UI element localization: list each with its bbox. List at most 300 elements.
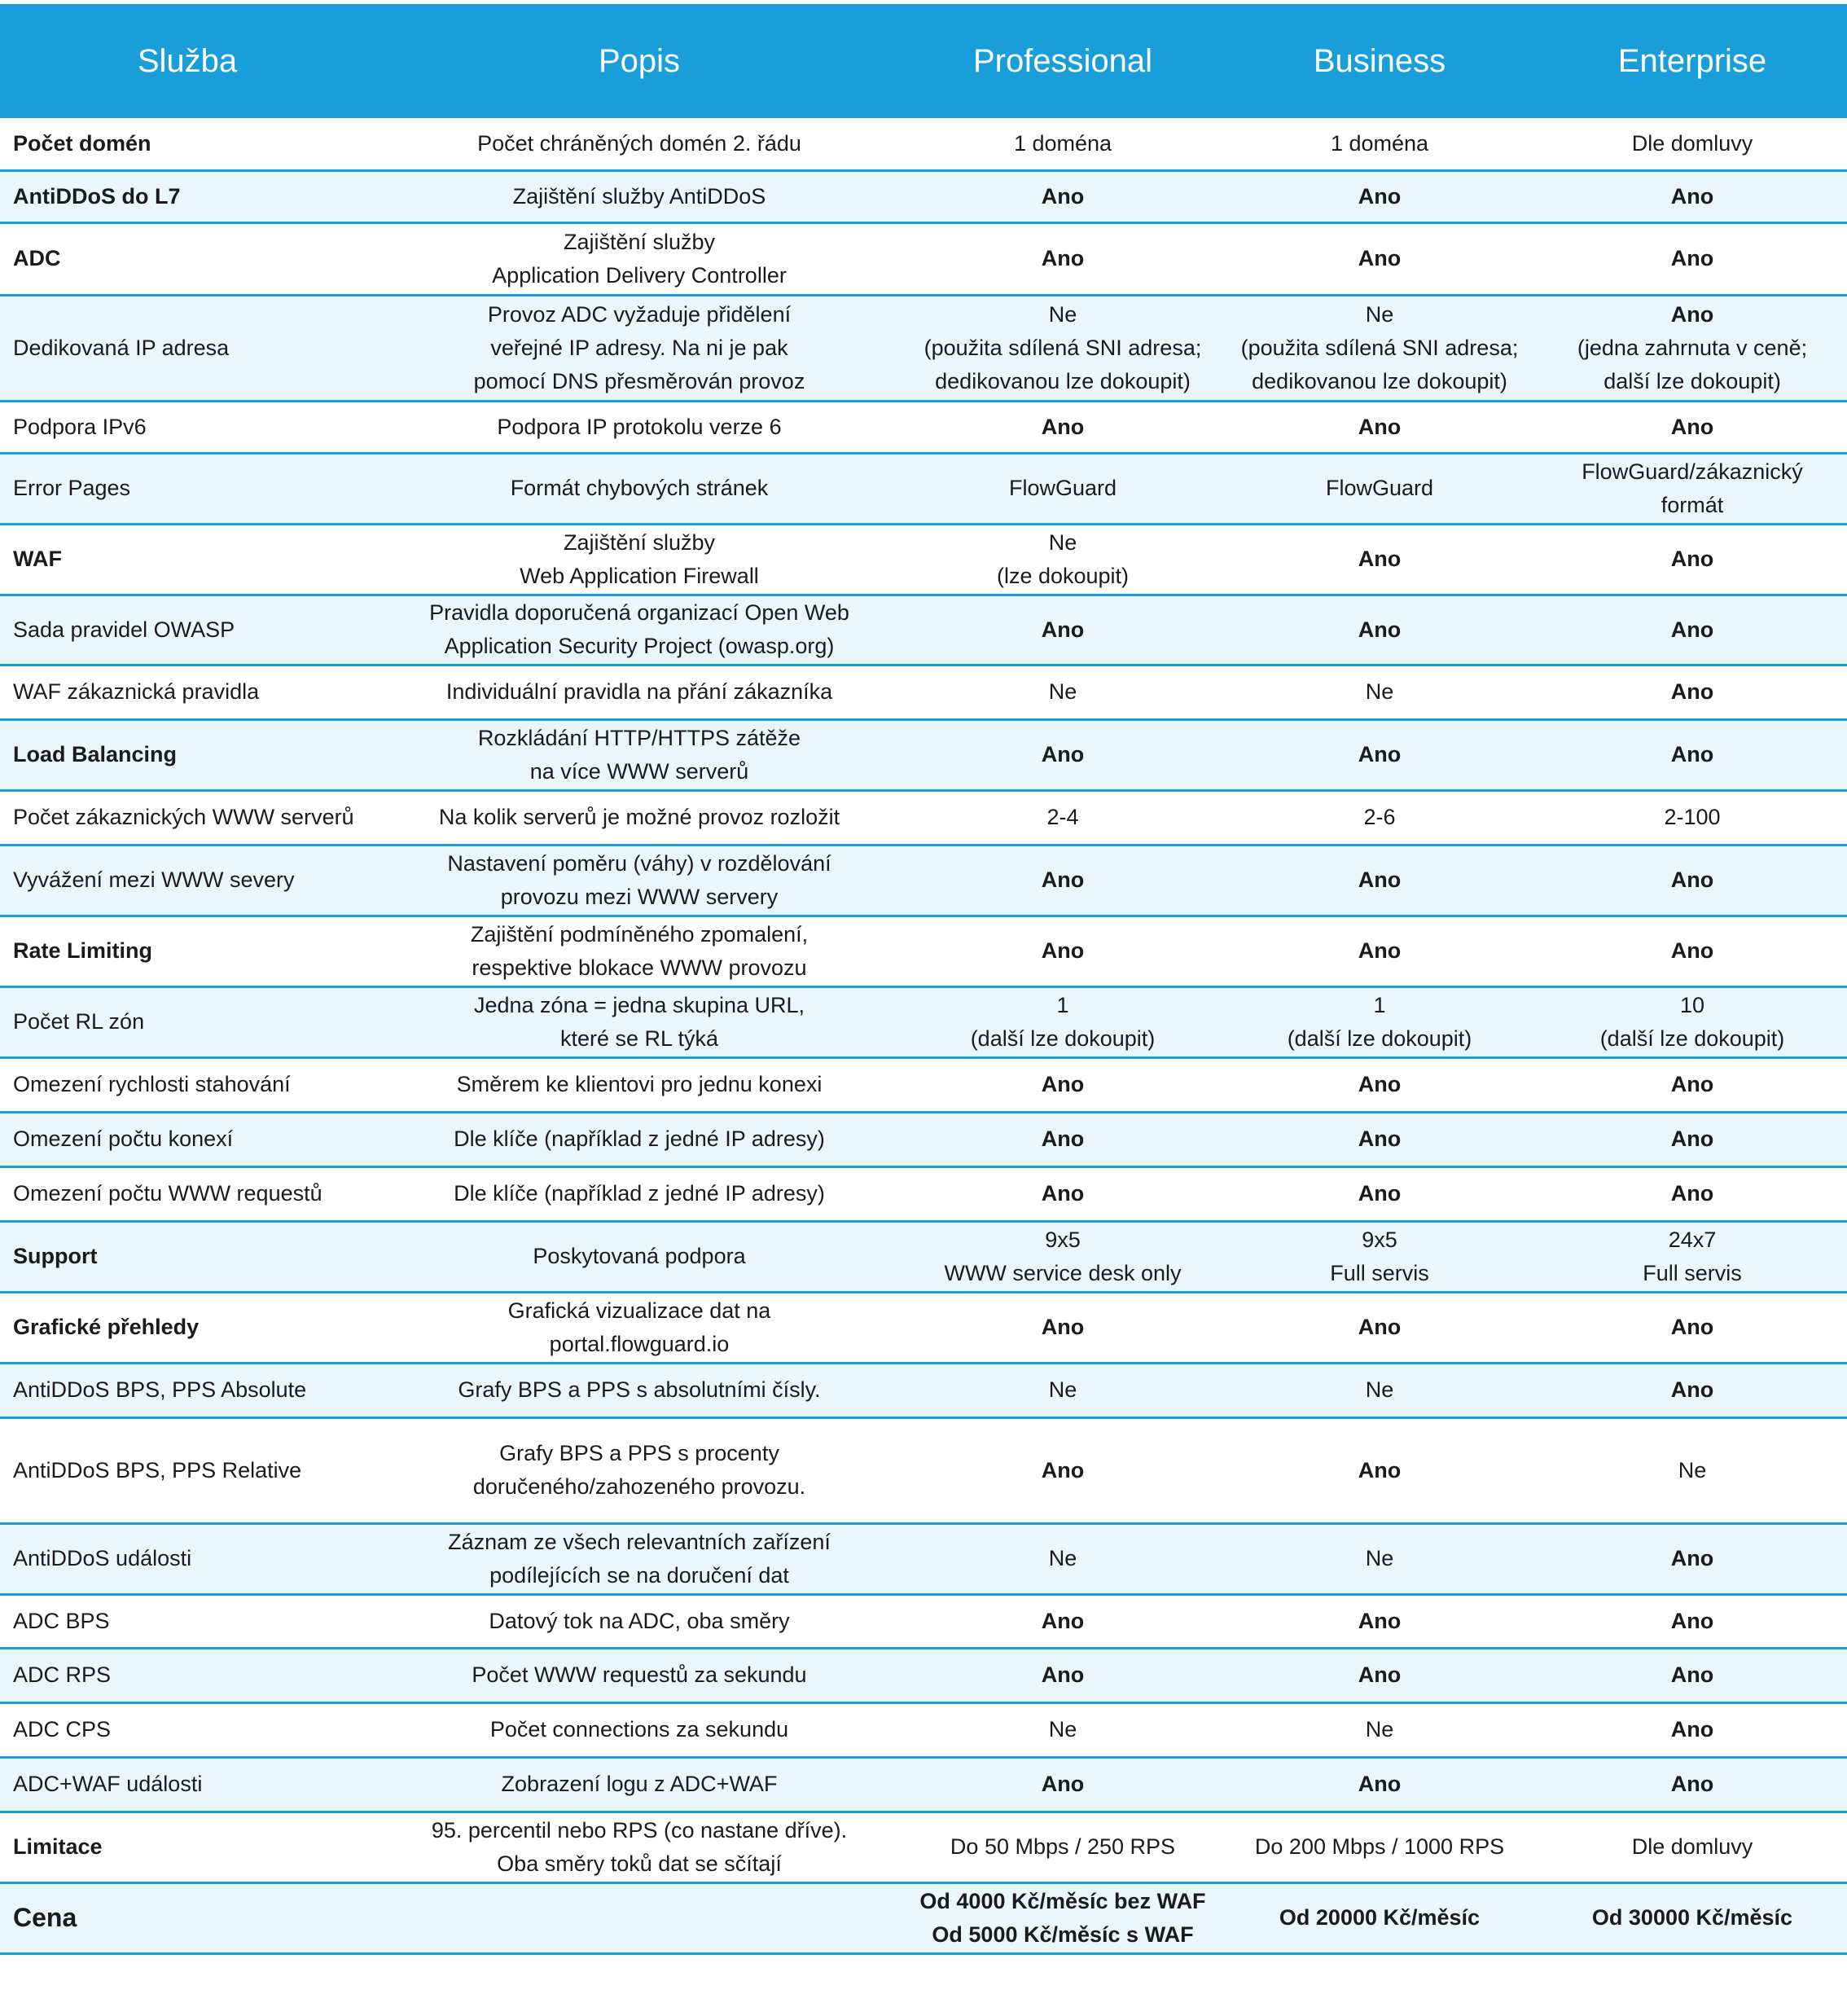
cell-line: Nastavení poměru (váhy) v rozdělování [447, 850, 831, 876]
enterprise-cell [1538, 1702, 1847, 1757]
cell-line: Ano [1358, 742, 1402, 766]
cell-line: AntiDDoS BPS, PPS Relative [13, 1457, 302, 1482]
description-cell [375, 1812, 904, 1882]
table-row [0, 1594, 1847, 1648]
cell-line: Dedikovaná IP adresa [13, 335, 230, 360]
service-cell [0, 595, 375, 665]
cell-line: AntiDDoS události [13, 1546, 192, 1570]
description-cell [375, 118, 904, 170]
enterprise-cell [1538, 1812, 1847, 1882]
service-cell [0, 1594, 375, 1648]
cell-line: portal.flowguard.io [549, 1331, 730, 1356]
business-cell [1222, 986, 1538, 1057]
cell-line: Ano [1670, 867, 1714, 892]
cell-line: ADC RPS [13, 1662, 112, 1687]
table-row [0, 1757, 1847, 1812]
cell-line: Grafická vizualizace dat na [507, 1298, 771, 1323]
description-cell [375, 1292, 904, 1363]
cell-line: Jedna zóna = jedna skupina URL, [473, 992, 805, 1017]
cell-line: Ano [1041, 1662, 1085, 1687]
header-professional: Professional [904, 5, 1222, 119]
enterprise-cell [1538, 595, 1847, 665]
cell-line: Ne [1048, 301, 1077, 327]
description-cell [375, 453, 904, 524]
cell-line: Limitace [13, 1834, 103, 1859]
cell-line: Ano [1041, 1315, 1085, 1339]
business-cell [1222, 1292, 1538, 1363]
cell-line: Ano [1670, 1662, 1714, 1687]
business-cell [1222, 1523, 1538, 1594]
enterprise-cell [1538, 1882, 1847, 1953]
service-cell [0, 1882, 375, 1953]
cell-line: Ano [1670, 547, 1714, 571]
cell-line: (další lze dokoupit) [1287, 1026, 1472, 1051]
business-cell [1222, 1221, 1538, 1292]
cell-line: Počet chráněných domén 2. řádu [477, 130, 801, 156]
cell-line: ADC+WAF události [13, 1772, 203, 1796]
cell-line: Load Balancing [13, 742, 178, 766]
description-cell [375, 1594, 904, 1648]
description-cell [375, 1363, 904, 1417]
description-cell [375, 222, 904, 295]
cell-line: 1 [1373, 992, 1386, 1017]
cell-line: WAF [13, 547, 62, 571]
cell-line: Ano [1670, 1127, 1714, 1151]
cell-line: Ano [1670, 1072, 1714, 1096]
service-cell [0, 1648, 375, 1702]
business-cell [1222, 453, 1538, 524]
table-row [0, 595, 1847, 665]
enterprise-cell [1538, 790, 1847, 845]
enterprise-cell [1538, 1417, 1847, 1523]
service-cell [0, 1702, 375, 1757]
cell-line: Ano [1041, 1072, 1085, 1096]
cell-line: Ano [1670, 1377, 1714, 1402]
service-cell [0, 719, 375, 790]
table-row [0, 790, 1847, 845]
description-cell [375, 1882, 904, 1953]
cell-line: Od 5000 Kč/měsíc s WAF [932, 1922, 1194, 1947]
cell-line: (další lze dokoupit) [1599, 1026, 1785, 1051]
business-cell [1222, 1363, 1538, 1417]
enterprise-cell [1538, 665, 1847, 719]
cell-line: Application Delivery Controller [492, 262, 787, 288]
description-cell [375, 524, 904, 595]
header-service: Služba [0, 5, 375, 119]
cell-line: Rozkládání HTTP/HTTPS zátěže [477, 725, 801, 750]
enterprise-cell [1538, 401, 1847, 453]
service-cell [0, 845, 375, 916]
cell-line: Ano [1041, 1457, 1085, 1482]
table-row [0, 1112, 1847, 1166]
cell-line: Ano [1041, 183, 1085, 209]
cell-line: Error Pages [13, 476, 131, 500]
cell-line: Počet zákaznických WWW serverů [13, 805, 354, 829]
cell-line: 2-6 [1363, 805, 1396, 829]
cell-line: Počet connections za sekundu [489, 1717, 789, 1741]
enterprise-cell [1538, 295, 1847, 401]
header-business: Business [1222, 5, 1538, 119]
professional-cell [904, 1221, 1222, 1292]
cell-line: Application Security Project (owasp.org) [444, 634, 835, 658]
business-cell [1222, 1812, 1538, 1882]
cell-line: Na kolik serverů je možné provoz rozložit [438, 805, 840, 829]
cell-line: Full servis [1330, 1260, 1429, 1285]
service-cell [0, 1057, 375, 1112]
description-cell [375, 1417, 904, 1523]
professional-cell [904, 1292, 1222, 1363]
cell-line: Ano [1670, 1717, 1714, 1741]
enterprise-cell [1538, 1648, 1847, 1702]
professional-cell [904, 1757, 1222, 1812]
enterprise-cell [1538, 118, 1847, 170]
cell-line: Omezení počtu WWW requestů [13, 1181, 322, 1206]
cell-line: (další lze dokoupit) [970, 1026, 1156, 1051]
table-header [0, 5, 1847, 119]
header-row [0, 5, 1847, 119]
professional-cell [904, 1812, 1222, 1882]
cell-line: Počet WWW requestů za sekundu [472, 1662, 807, 1687]
service-cell [0, 524, 375, 595]
description-cell [375, 916, 904, 986]
cell-line: Ano [1041, 1608, 1085, 1633]
table-row [0, 222, 1847, 295]
cell-line: Ano [1358, 867, 1402, 892]
cell-line: (jedna zahrnuta v ceně; [1577, 335, 1808, 360]
cell-line: Ano [1670, 1608, 1714, 1633]
enterprise-cell [1538, 845, 1847, 916]
cell-line: Podpora IPv6 [13, 414, 147, 439]
cell-line: Support [13, 1244, 98, 1268]
cell-line: Ano [1358, 246, 1402, 270]
professional-cell [904, 719, 1222, 790]
table-row [0, 719, 1847, 790]
service-cell [0, 1166, 375, 1221]
service-cell [0, 170, 375, 222]
service-cell [0, 401, 375, 453]
cell-line: Ano [1358, 183, 1402, 209]
cell-line: AntiDDoS do L7 [13, 183, 181, 209]
business-cell [1222, 295, 1538, 401]
cell-line: Ano [1358, 1608, 1402, 1633]
cell-line: ADC CPS [13, 1717, 112, 1741]
cell-line: Grafy BPS a PPS s absolutními čísly. [458, 1377, 821, 1402]
professional-cell [904, 222, 1222, 295]
cell-line: Ano [1358, 414, 1402, 439]
cell-line: Cena [13, 1903, 77, 1932]
enterprise-cell [1538, 1057, 1847, 1112]
business-cell [1222, 1648, 1538, 1702]
cell-line: Ano [1041, 1181, 1085, 1206]
professional-cell [904, 453, 1222, 524]
cell-line: Ano [1358, 938, 1402, 963]
cell-line: WWW service desk only [944, 1260, 1182, 1285]
cell-line: Ne [1365, 301, 1394, 327]
cell-line: Ne [1365, 1377, 1394, 1402]
cell-line: 1 doména [1013, 130, 1112, 156]
business-cell [1222, 118, 1538, 170]
business-cell [1222, 1594, 1538, 1648]
cell-line: Ano [1358, 1457, 1402, 1482]
enterprise-cell [1538, 1757, 1847, 1812]
cell-line: WAF zákaznická pravidla [13, 679, 260, 704]
cell-line: 9x5 [1045, 1227, 1081, 1252]
cell-line: Ano [1670, 1772, 1714, 1796]
table-row [0, 170, 1847, 222]
table-row [0, 1057, 1847, 1112]
business-cell [1222, 524, 1538, 595]
cell-line: 1 [1056, 992, 1069, 1017]
cell-line: Ano [1670, 414, 1714, 439]
header-enterprise: Enterprise [1538, 5, 1847, 119]
professional-cell [904, 524, 1222, 595]
business-cell [1222, 1757, 1538, 1812]
service-cell [0, 790, 375, 845]
cell-line: 2-100 [1664, 805, 1721, 829]
professional-cell [904, 1594, 1222, 1648]
cell-line: ADC BPS [13, 1608, 110, 1633]
cell-line: Ano [1041, 742, 1085, 766]
cell-line: Omezení rychlosti stahování [13, 1072, 291, 1096]
cell-line: Dle klíče (například z jedné IP adresy) [454, 1181, 825, 1206]
cell-line: Ano [1670, 617, 1714, 642]
enterprise-cell [1538, 1292, 1847, 1363]
cell-line: Individuální pravidla na přání zákazníka [445, 679, 833, 704]
business-cell [1222, 170, 1538, 222]
description-cell [375, 719, 904, 790]
professional-cell [904, 1702, 1222, 1757]
description-cell [375, 790, 904, 845]
cell-line: Full servis [1643, 1260, 1742, 1285]
cell-line: provozu mezi WWW servery [500, 884, 779, 909]
service-cell [0, 1757, 375, 1812]
professional-cell [904, 845, 1222, 916]
business-cell [1222, 845, 1538, 916]
enterprise-cell [1538, 1523, 1847, 1594]
description-cell [375, 1523, 904, 1594]
description-cell [375, 295, 904, 401]
cell-line: formát [1661, 492, 1724, 517]
service-cell [0, 118, 375, 170]
table-row [0, 665, 1847, 719]
cell-line: Ano [1041, 938, 1085, 963]
cell-line: Ano [1041, 246, 1085, 270]
business-cell [1222, 1417, 1538, 1523]
cell-line: Pravidla doporučená organizací Open Web [429, 600, 849, 625]
cell-line: Web Application Firewall [520, 563, 759, 588]
cell-line: dedikovanou lze dokoupit) [935, 368, 1191, 393]
professional-cell [904, 665, 1222, 719]
service-cell [0, 1112, 375, 1166]
table-row [0, 1648, 1847, 1702]
enterprise-cell [1538, 453, 1847, 524]
description-cell [375, 1057, 904, 1112]
cell-line: Ano [1041, 414, 1085, 439]
business-cell [1222, 1112, 1538, 1166]
cell-line: Poskytovaná podpora [533, 1244, 746, 1268]
service-cell [0, 916, 375, 986]
service-cell [0, 665, 375, 719]
description-cell [375, 665, 904, 719]
cell-line: Od 30000 Kč/měsíc [1591, 1905, 1793, 1930]
cell-line: podílejících se na doručení dat [489, 1562, 789, 1588]
service-cell [0, 222, 375, 295]
cell-line: Směrem ke klientovi pro jednu konexi [456, 1072, 823, 1096]
professional-cell [904, 1363, 1222, 1417]
cell-line: Ano [1041, 1772, 1085, 1796]
description-cell [375, 401, 904, 453]
table-row [0, 453, 1847, 524]
cell-line: Zajištění služby [563, 229, 716, 254]
service-cell [0, 986, 375, 1057]
table-row [0, 1702, 1847, 1757]
cell-line: Do 50 Mbps / 250 RPS [950, 1834, 1176, 1859]
cell-line: veřejné IP adresy. Na ni je pak [490, 335, 788, 360]
table-row [0, 1166, 1847, 1221]
professional-cell [904, 1882, 1222, 1953]
cell-line: Omezení počtu konexí [13, 1127, 234, 1151]
cell-line: Ano [1670, 1181, 1714, 1206]
professional-cell [904, 1166, 1222, 1221]
table-row [0, 1292, 1847, 1363]
enterprise-cell [1538, 222, 1847, 295]
cell-line: Zajištění podmíněného zpomalení, [470, 921, 809, 947]
cell-line: Ano [1358, 617, 1402, 642]
business-cell [1222, 916, 1538, 986]
description-cell [375, 845, 904, 916]
cell-line: Ano [1670, 1546, 1714, 1570]
table-row [0, 118, 1847, 170]
service-cell [0, 1523, 375, 1594]
cell-line: na více WWW serverů [529, 758, 749, 784]
professional-cell [904, 595, 1222, 665]
cell-line: Ano [1358, 1662, 1402, 1687]
cell-line: Ano [1358, 1072, 1402, 1096]
business-cell [1222, 595, 1538, 665]
cell-line: Ano [1670, 246, 1714, 270]
cell-line: Ne [1365, 679, 1394, 704]
table-row [0, 524, 1847, 595]
table-row [0, 295, 1847, 401]
business-cell [1222, 222, 1538, 295]
cell-line: Zobrazení logu z ADC+WAF [501, 1772, 778, 1796]
cell-line: Oba směry toků dat se sčítají [497, 1851, 782, 1876]
description-cell [375, 1702, 904, 1757]
description-cell [375, 595, 904, 665]
cell-line: 24x7 [1668, 1227, 1717, 1252]
service-cell [0, 295, 375, 401]
description-cell [375, 1221, 904, 1292]
table-row [0, 1363, 1847, 1417]
professional-cell [904, 916, 1222, 986]
cell-line: Ano [1041, 867, 1085, 892]
cell-line: 2-4 [1046, 805, 1079, 829]
table-row [0, 1523, 1847, 1594]
professional-cell [904, 401, 1222, 453]
cell-line: Datový tok na ADC, oba směry [489, 1608, 790, 1633]
cell-line: Zajištění služby [563, 529, 716, 555]
professional-cell [904, 790, 1222, 845]
professional-cell [904, 1417, 1222, 1523]
cell-line: FlowGuard [1325, 476, 1434, 500]
cell-line: Ano [1358, 1127, 1402, 1151]
service-cell [0, 1363, 375, 1417]
enterprise-cell [1538, 1363, 1847, 1417]
cell-line: Ano [1670, 183, 1714, 209]
enterprise-cell [1538, 524, 1847, 595]
cell-line: dedikovanou lze dokoupit) [1252, 368, 1507, 393]
cell-line: (použita sdílená SNI adresa; [924, 335, 1202, 360]
cell-line: Ano [1670, 742, 1714, 766]
table-row [0, 916, 1847, 986]
cell-line: FlowGuard/zákaznický [1582, 459, 1803, 484]
cell-line: Zajištění služby AntiDDoS [512, 183, 766, 209]
cell-line: Ne [1048, 679, 1077, 704]
enterprise-cell [1538, 1594, 1847, 1648]
table-row [0, 1812, 1847, 1882]
cell-line: Ano [1041, 1127, 1085, 1151]
enterprise-cell [1538, 170, 1847, 222]
cell-line: Ne [1048, 1377, 1077, 1402]
cell-line: Formát chybových stránek [510, 476, 769, 500]
description-cell [375, 986, 904, 1057]
cell-line: Rate Limiting [13, 938, 153, 963]
description-cell [375, 1166, 904, 1221]
enterprise-cell [1538, 986, 1847, 1057]
table-row [0, 401, 1847, 453]
cell-line: Ano [1670, 679, 1714, 704]
cell-line: Grafické přehledy [13, 1315, 200, 1339]
table-row [0, 845, 1847, 916]
service-cell [0, 1292, 375, 1363]
cell-line: Ne [1365, 1717, 1394, 1741]
cell-line: doručeného/zahozeného provozu. [472, 1474, 806, 1499]
cell-line: pomocí DNS přesměrován provoz [473, 368, 805, 393]
enterprise-cell [1538, 1112, 1847, 1166]
service-cell [0, 453, 375, 524]
cell-line: Ano [1358, 547, 1402, 571]
enterprise-cell [1538, 1221, 1847, 1292]
professional-cell [904, 170, 1222, 222]
table-row [0, 1417, 1847, 1523]
service-cell [0, 1812, 375, 1882]
cell-line: 1 doména [1330, 130, 1429, 156]
business-cell [1222, 665, 1538, 719]
professional-cell [904, 295, 1222, 401]
description-cell [375, 170, 904, 222]
table-body [0, 118, 1847, 1953]
pricing-table [0, 4, 1847, 1955]
cell-line: Grafy BPS a PPS s procenty [499, 1441, 779, 1465]
professional-cell [904, 118, 1222, 170]
cell-line: Dle domluvy [1631, 1834, 1753, 1859]
enterprise-cell [1538, 1166, 1847, 1221]
cell-line: Ne [1048, 529, 1077, 555]
cell-line: Ne [1678, 1457, 1707, 1482]
cell-line: Ano [1670, 1315, 1714, 1339]
cell-line: další lze dokoupit) [1604, 368, 1781, 393]
cell-line: Od 4000 Kč/měsíc bez WAF [919, 1888, 1206, 1913]
cell-line: Do 200 Mbps / 1000 RPS [1254, 1834, 1505, 1859]
cell-line: Ne [1048, 1546, 1077, 1570]
cell-line: 9x5 [1362, 1227, 1397, 1252]
cell-line: Ano [1358, 1772, 1402, 1796]
enterprise-cell [1538, 719, 1847, 790]
cell-line: Sada pravidel OWASP [13, 617, 235, 642]
cell-line: 95. percentil nebo RPS (co nastane dříve). [431, 1817, 848, 1843]
cell-line: respektive blokace WWW provozu [472, 955, 807, 980]
header-description: Popis [375, 5, 904, 119]
